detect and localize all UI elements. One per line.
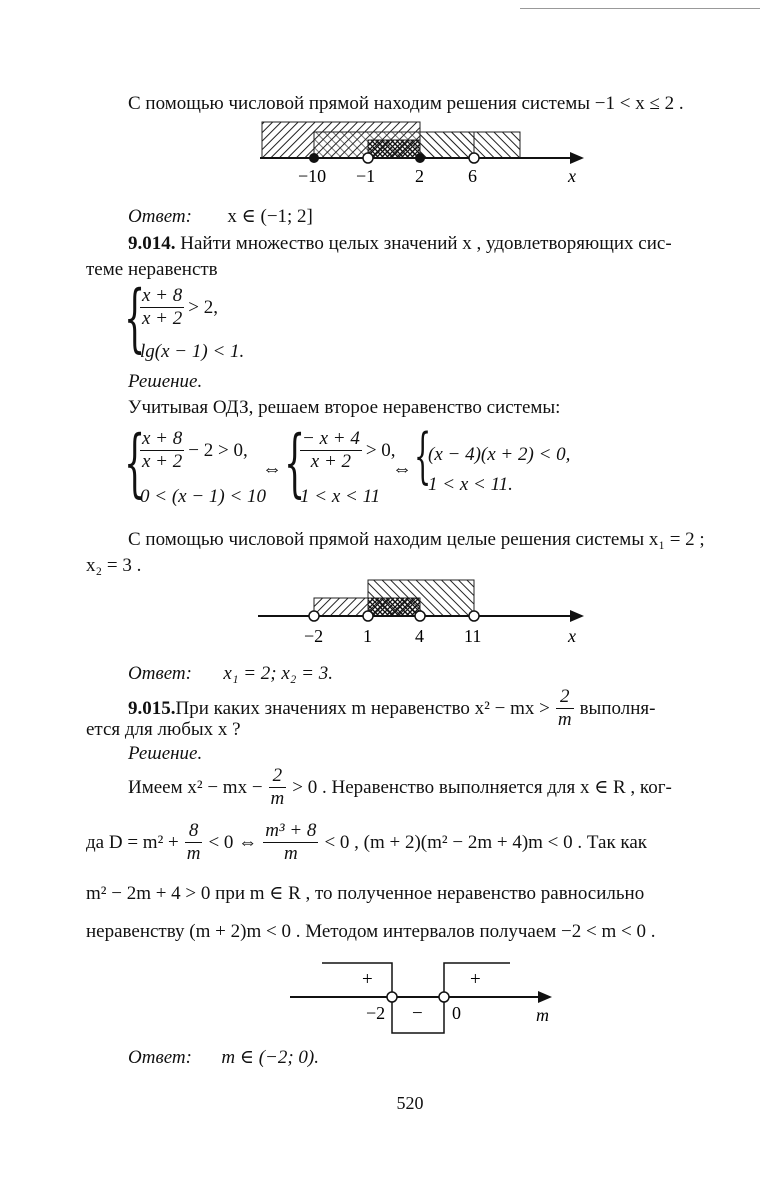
- axis-var: x: [568, 166, 576, 186]
- point-1: [363, 611, 373, 621]
- answer-label: Ответ:: [128, 206, 192, 227]
- axis-arrow: [538, 991, 552, 1003]
- problem-text-tail: выполня-: [579, 697, 656, 719]
- row2: 1 < x < 11: [300, 486, 381, 507]
- problem-text-cont: ется для любых x ?: [86, 719, 241, 740]
- tick-label: −2: [304, 626, 324, 646]
- tick-label: 6: [468, 166, 477, 186]
- frac-den: x + 2: [310, 451, 352, 472]
- tick-label: −10: [298, 166, 327, 186]
- equiv-symbol: ⇔: [262, 458, 282, 480]
- frac-den: m: [186, 843, 201, 864]
- system-1: { $\frac{x + 8}{x + 2}$ > 2, lg(x − 1) < 1.: [124, 275, 245, 362]
- axis-arrow: [570, 152, 584, 164]
- answer-label: Ответ:: [128, 1047, 192, 1068]
- system-2a: { $\frac{x + 8}{x + 2}$ − 2 > 0, 0 < (x − 1) < 10: [124, 420, 267, 507]
- point-4: [415, 611, 425, 621]
- number-line-1: [0, 114, 780, 194]
- number-line-2: [0, 572, 780, 652]
- int-line-2: x₂ = 3 .: [86, 555, 142, 576]
- frac-num: m³ + 8: [265, 820, 317, 841]
- tick-label: 2: [415, 166, 424, 186]
- system-2c: { (x − 4)(x + 2) < 0, 1 < x < 11.: [414, 421, 571, 495]
- problem-text: При каких значениях m неравенство x² − mx >: [175, 697, 550, 719]
- d-text: да D = m² +: [86, 831, 179, 853]
- problem-number: 9.014.: [128, 233, 176, 254]
- sign-plus-left: +: [362, 969, 373, 990]
- row-tail: − 2 > 0,: [188, 439, 248, 461]
- sign-minus: −: [412, 1003, 423, 1024]
- tick-label: −2: [366, 1003, 386, 1023]
- axis-var: m: [536, 1005, 549, 1025]
- point-neg2: [309, 611, 319, 621]
- answer-value: x₁ = 2; x₂ = 3.: [223, 663, 333, 684]
- problem-number: 9.015.: [128, 697, 176, 719]
- int-line-1: С помощью числовой прямой находим целые решения системы x₁ = 2 ;: [128, 529, 705, 550]
- solution-label: Решение.: [128, 743, 203, 764]
- frac-den: x + 2: [142, 451, 183, 472]
- frac-den: m: [283, 843, 298, 864]
- equiv-symbol: ⇔: [392, 458, 412, 480]
- point-neg2: [387, 992, 397, 1002]
- system-2b: { $\frac{- x + 4}{x + 2}$ > 0, 1 < x < 11: [284, 420, 396, 507]
- odz-text: Учитывая ОДЗ, решаем второе неравенство системы:: [128, 397, 561, 418]
- row1: (x − 4)(x + 2) < 0,: [428, 444, 571, 465]
- solution-label: Решение.: [128, 371, 203, 392]
- region-overlap: [368, 140, 420, 158]
- row2: 0 < (x − 1) < 10: [140, 486, 267, 507]
- axis-arrow: [570, 610, 584, 622]
- point-11: [469, 611, 479, 621]
- line-ineq: неравенству (m + 2)m < 0 . Методом интервалов получаем −2 < m < 0 .: [86, 921, 656, 942]
- axis-var: x: [568, 626, 576, 646]
- frac-den: m: [557, 709, 572, 730]
- have-text-tail: > 0 . Неравенство выполняется для x ∈ R , ког-: [292, 776, 672, 798]
- point-0: [439, 992, 449, 1002]
- frac-num: x + 8: [142, 428, 183, 449]
- problem-text: Найти множество целых значений x , удовлетворяющих сис-: [175, 233, 672, 254]
- row2: 1 < x < 11.: [428, 474, 513, 495]
- frac-den: m: [270, 788, 285, 809]
- point-6: [469, 153, 479, 163]
- sign-plus-right: +: [470, 969, 481, 990]
- frac-num: − x + 4: [302, 428, 360, 449]
- row-tail: > 0,: [365, 439, 396, 461]
- sign-bracket-left: [322, 963, 392, 997]
- frac-num: 2: [269, 765, 287, 788]
- line-number-line-intro: С помощью числовой прямой находим решения системы −1 < x ≤ 2 .: [128, 93, 684, 114]
- tick-label: −1: [356, 166, 376, 186]
- line-m2: m² − 2m + 4 > 0 при m ∈ R , то полученное неравенство равносильно: [86, 883, 645, 904]
- tick-label: 4: [415, 626, 424, 646]
- d-text-mid: < 0 ⇔: [208, 831, 258, 853]
- header-rule: [520, 8, 760, 9]
- answer-value: x ∈ (−1; 2]: [227, 206, 313, 227]
- frac-den: x + 2: [142, 308, 183, 329]
- point-neg1: [363, 153, 373, 163]
- answer-label: Ответ:: [128, 663, 192, 684]
- answer-value: m ∈ (−2; 0).: [221, 1047, 320, 1068]
- point-neg10: [309, 153, 319, 163]
- number-line-3: [0, 955, 780, 1035]
- row2: lg(x − 1) < 1.: [140, 341, 245, 362]
- frac-num: 2: [556, 686, 574, 709]
- frac-num: 8: [185, 820, 203, 843]
- tick-label: 0: [452, 1003, 461, 1023]
- point-2: [415, 153, 425, 163]
- region-overlap: [368, 598, 420, 616]
- row-tail: > 2,: [188, 296, 218, 318]
- frac-num: x + 8: [142, 285, 183, 306]
- d-text-tail: < 0 , (m + 2)(m² − 2m + 4)m < 0 . Так как: [324, 831, 648, 853]
- tick-label: 1: [363, 626, 372, 646]
- page-number: 520: [396, 1093, 424, 1113]
- tick-label: 11: [464, 626, 482, 646]
- problem-text-cont: теме неравенств: [86, 259, 218, 280]
- have-text: Имеем x² − mx −: [128, 776, 263, 798]
